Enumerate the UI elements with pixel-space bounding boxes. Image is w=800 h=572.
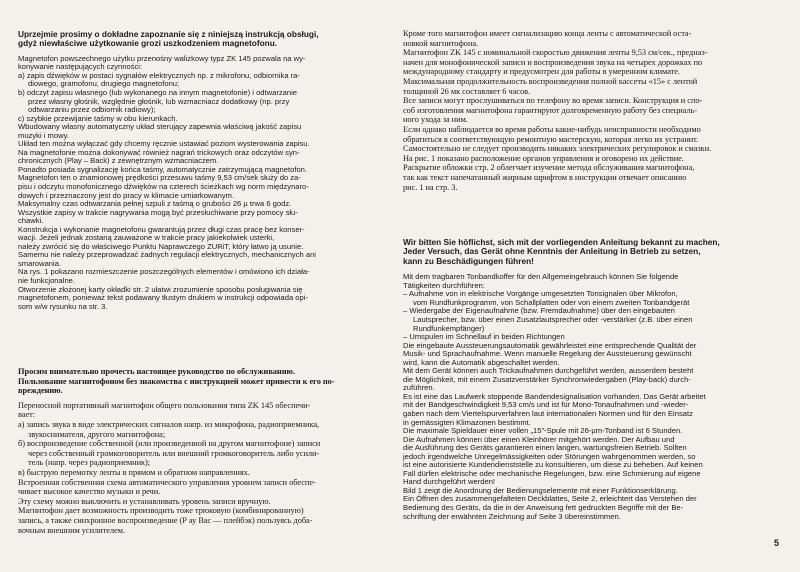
list-item: – Aufnahme von in elektrische Vorgänge umgesetzten Tonsignalen über Mikrofon, [403, 289, 678, 299]
list-item: b) odczyt zapisu własnego (lub wykonanego na innym magnetofonie) i odtwarzanie [18, 88, 298, 97]
list-item: а) запись звука в виде электрических сигналов напр. из микрофона, радиоприемника, [18, 419, 320, 429]
russian-continued: Кроме того магнитофон имеет сигнализацию конца ленты с автоматической оста- новкой магнитофона. Магнитофон ZK 145 с номинальной скоростью движения ленты 9,53 см/сек., предназ- начен для монофонической записи и воспроизведения звука на четырех дорожках по международному стандарту и предусмотрен для работы в умеренном климате. Максимальная продолжительность воспроизведения полной кассеты «15» с лентой толщиной 26 мк составляет 6 часов. Все записи могут прослушиваться по телефону во время записи. Конструкция и спо- соб изготовления магнитофона гарантируют долговременную работу без специаль- ного ухода за ним. Если однако наблюдается во время работы какие-нибудь неисправности необходимо обратиться в соответствующую ремонтную мастерскую, которая легко их устранит. Самостоятельно не следует производить никаких электрических регулировок и смазки. На рис. 1 показано расположение органов управления и оговорено их действие. Раскрытие обложки стр. 2 облегчает изучение метода обслуживания магнитофона, так как текст напечатанный жирным шрифтом в инструкции отвечает описанию рис. 1 на стр. 3. [403, 29, 712, 192]
russian-section [18, 367, 386, 535]
russian-heading: Просим внимательно прочесть настоящее руководство по обслуживанию. Пользование магнитофоном без знакомства с инструкцией может привести к его по- вреждению. [18, 367, 335, 396]
russian-list: а) запись звука в виде электрических сигналов напр. из микрофона, радиоприемника, звукоснимателя, другого магнитофона; б) воспроизведение собственной (или произведенной на другом магнитофоне) записи через собственный громкоговоритель или внешний громкоговоритель либо усили- тель (напр. через радиоприемник); в) быструю перемотку ленты в прямом и обратном направлениях. [18, 420, 386, 478]
german-intro-line: Tätigkeiten durchführen: [403, 280, 485, 290]
polish-section [18, 30, 386, 311]
polish-body: Wbudowany własny automatyczny układ sterujący zapewnia właściwą jakość zapisu muzyki i mowy. Układ ten można wyłączać gdy chcemy ręcznie ustawiać poziom wysterowania zapisu. Na magnetofonie można dokonywać również nagrań trickowych oraz odczytów syn- chronicznych (Play – Back) z zewnętrznym wzmacniaczem. Ponadto posiada sygnalizację końca taśmy, automatycznie zatrzymującą magnetofon. Magnetofon ten o znamionowej prędkości przesuwu taśmy 9,53 cm/sek służy do za- pisu i odczytu monofonicznego dźwięków na czterech ścieżkach wg norm międzynaro- dowych i przeznaczony jest do pracy w klimacie umiarkowanym. Maksymalny czas odtwarzania pełnej szpuli z taśmą o grubości 26 µ trwa 6 godz. Wszystkie zapisy w trakcie nagrywania mogą być przesłuchiwane przy pomocy słu- chawki. Konstrukcja i wykonanie magnetofonu gwarantują przez długi czas pracę bez konser- wacji. Jeżeli jednak zostaną zauważone w trakcie pracy jakiekolwiek usterki, należy zwrócić się do właściwego Punktu Naprawczego ZURiT, który łatwo ją usunie. Samemu nie należy przeprowadzać żadnych regulacji elektrycznych, mechanicznych ani smarowania. Na rys. 1 pokazano rozmieszczenie poszczególnych elementów i omówiono ich działa- nie funkcjonalne. Otworzenie złożonej karty okładki str. 2 ułatwi zrozumienie sposobu posługiwania się magnetofonem, ponieważ tekst podawany tłustym drukiem w instrukcji odpowiada opi- som w/w rysunku na str. 3. [18, 122, 316, 311]
russian-body: Встроенная собственная схема автоматического управления уровнем записи обеспе- чивает высокое качество музыки и речи. Эту схему можно выключить и устанавливать уровень записи вручную. Магнитофон дает возможность производить тоже трюковую (комбинированную) запись, а также синхронное воспроизведение (Р ау Вас — плейбэк) пользуясь доба- вочным внешним усилителем. [18, 477, 316, 535]
polish-intro-line: Magnetofon powszechnego użytku przenośny walizkowy typz ZK 145 pozwala na wy- [18, 53, 306, 63]
polish-intro-line: konywanie następujących czynności: [18, 62, 143, 72]
german-section [403, 238, 771, 521]
page-number: 5 [774, 538, 780, 548]
german-list: – Aufnahme von in elektrische Vorgänge umgesetzten Tonsignalen über Mikrofon, vom Rundfunkprogramm, von Schallplatten oder von einem zweiten Tonbandgerät – Wiedergabe der Eigenaufnahme (bzw. Fremdaufnahme) über den eingebauten Lautsprecher, bzw. über einen Zusatzlautsprecher oder -verstärker (z.B. über einen Rundfunkempfänger) – Umspulen im Schnellauf in beiden Richtungen [403, 290, 771, 341]
german-heading: Wir bitten Sie höflichst, sich mit der vorliegenden Anleitung bekannt zu machen, Jeder Versuch, das Gerät ohne Kenntnis der Anleitung in Betrieb zu setzen, kann zu Beschädigungen führen! [403, 237, 720, 266]
russian-intro-line: вает: [18, 410, 36, 420]
list-item: – Wiedergabe der Eigenaufnahme (bzw. Fremdaufnahme) über den eingebauten [403, 306, 675, 316]
list-item: c) szybkie przewijanie taśmy w obu kierunkach. [18, 113, 178, 123]
list-item: a) zapis dźwięków w postaci sygnałów elektrycznych np. z mikrofonu, odbiornika ra- [18, 70, 300, 80]
list-item: б) воспроизведение собственной (или произведенной на другом магнитофоне) записи [18, 439, 321, 449]
list-item: – Umspulen im Schnellauf in beiden Richtungen [403, 332, 565, 342]
german-intro-line: Mit dem tragbaren Tonbandkoffer für den Allgemeingebrauch können Sie folgende [403, 272, 679, 282]
russian-intro-line: Переносной портативный магнитофон общего пользования типа ZK 145 обеспечи- [18, 400, 311, 410]
list-item: в) быструю перемотку ленты в прямом и обратном направлениях. [18, 467, 250, 477]
german-body: Die eingebaute Aussteuerungsautomatik gewährleistet eine entsprechende Qualität der Musik- und Sprachaufnahme. Wenn manuelle Regelung der Aussteuerung gewünscht wird, kann die Automatik abgeschaltet werden. Mit dem Gerät können auch Trickaufnahmen durchgeführt werden, ausserdem besteht die Möglichkeit, mit einem Zusatzverstärker Synchronwiedergaben (Play-back) durch- zuführen. Es ist eine das Laufwerk stoppende Bandendesignalisation vorhanden. Das Gerät arbeitet mit der Bandgeschwindigkeit 9,53 cm/s und ist für Mono-Tonaufnahmen und -wieder- gaben nach dem Viertelspurverfahren laut internationalen Normen und für den Einsatz in gemässigten Klimazonen bestimmt. Die maximale Spieldauer einer vollen „15"-Spule mit 26-µm-Tonband ist 6 Stunden. Die Aufnahmen können über einen Kleinhörer mitgehört werden. Der Aufbau und die Ausführung des Geräts garantieren einen langen, wartungsfreien Betrieb. Sollten jedoch irgendwelche Unregelmässigkeiten oder Störungen wahrgenommen werden, so ist eine autorisierte Kundendienststelle zu konsultieren, um diese zu beheben. Auf keinen Fall dürfen elektrische oder mechanische Regelungen, bzw. eine Schmierung auf eigene Hand durchgeführt werden! Bild 1 zeigt die Anordnung der Bedienungselemente mit einer Funktionserklärung. Ein Öffnen des zusammengefalteten Deckblattes, Seite 2, erleichtert das Verstehen der Bedienung des Geräts, da die in der Anweisung fett gedruckten Begriffe mit der Be- schriftung der erwähnten Zeichnung auf Seite 3 übereinstimmen. [403, 340, 706, 521]
polish-heading: Uprzejmie prosimy o dokładne zapoznanie się z niniejszą instrukcją obsługi, gdyż niewłaściwe użytkowanie grozi uszkodzeniem magnetofonu. [18, 29, 319, 49]
polish-list: a) zapis dźwięków w postaci sygnałów elektrycznych np. z mikrofonu, odbiornika ra- diowego, gramofonu, drugiego magnetofonu; b) odczyt zapisu własnego (lub wykonanego na innym magnetofonie) i odtwarzanie przez własny głośnik, względnie głośnik, lub wzmacniacz dodatkowy (np. przy odtwarzaniu przez odbiornik radiowy); c) szybkie przewijanie taśmy w obu kierunkach. [18, 72, 386, 123]
